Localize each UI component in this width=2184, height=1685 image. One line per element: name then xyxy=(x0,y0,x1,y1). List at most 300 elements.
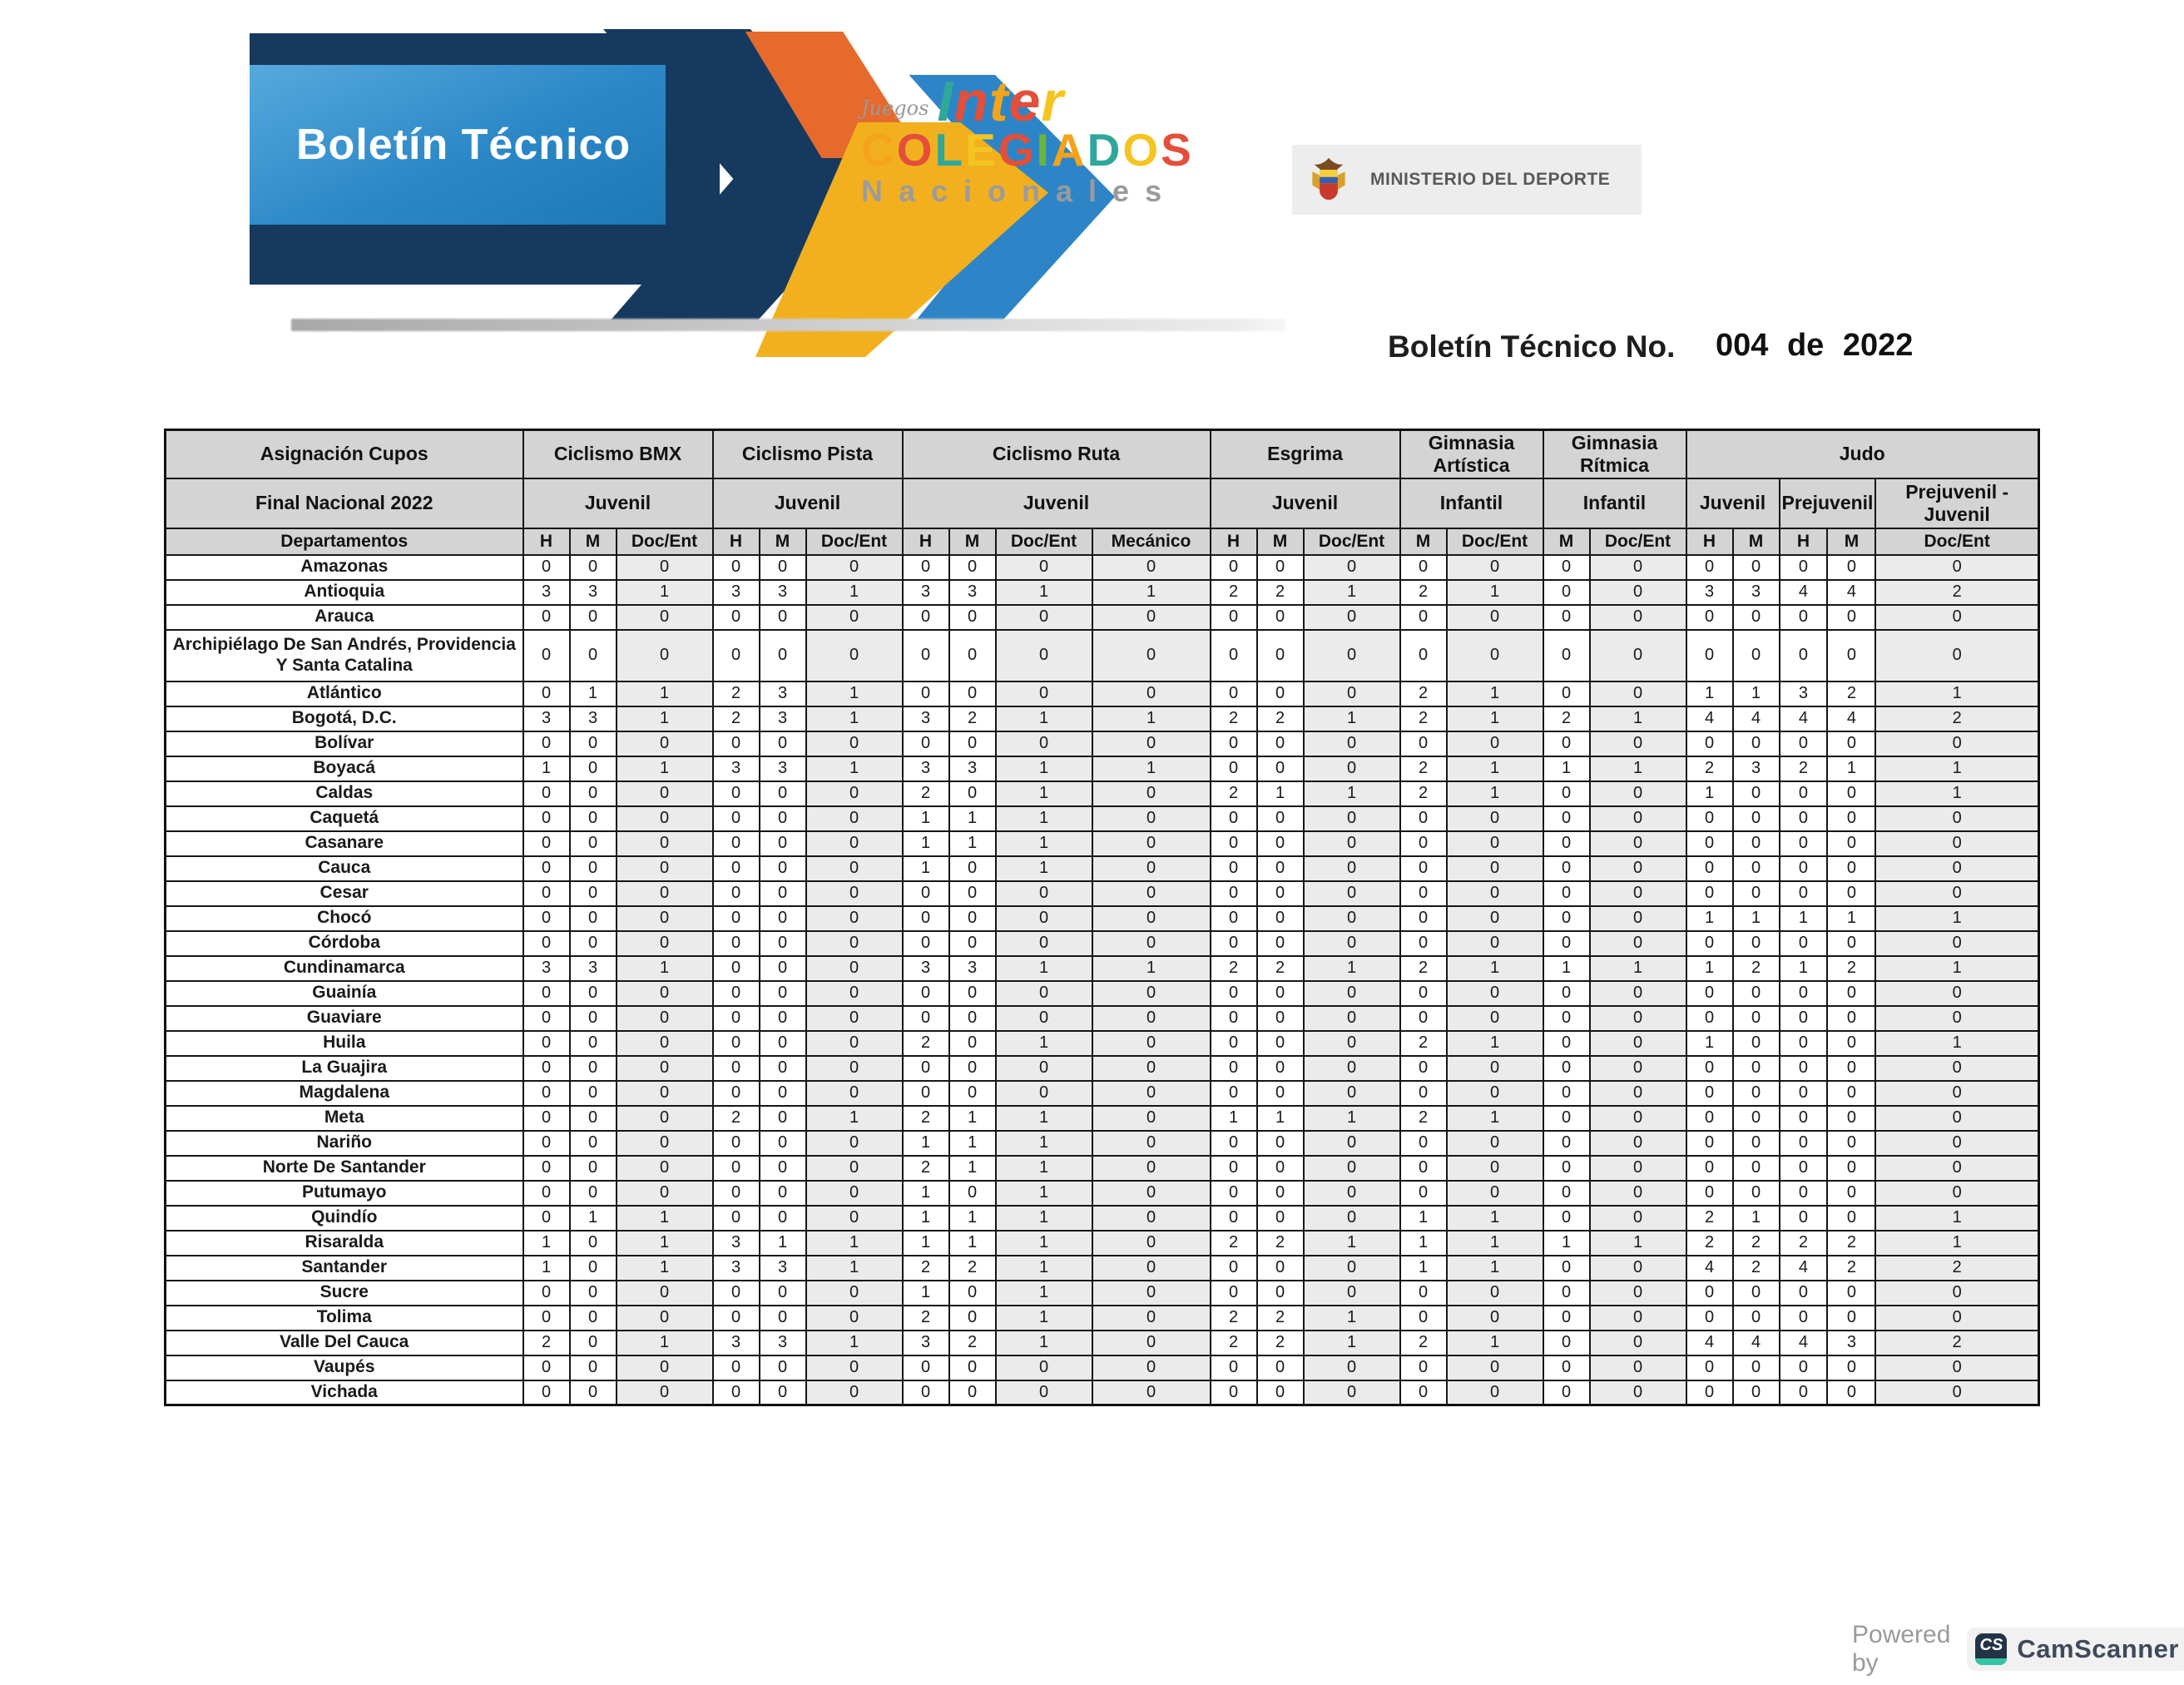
value-cell: 1 xyxy=(996,831,1092,856)
value-cell: 2 xyxy=(1211,580,1257,605)
value-cell: 1 xyxy=(1590,956,1686,981)
value-cell: 0 xyxy=(1543,931,1590,956)
sport-header-cell: Ciclismo Pista xyxy=(713,430,903,478)
value-cell: 0 xyxy=(1733,1131,1780,1156)
value-cell: 0 xyxy=(1733,1281,1780,1306)
value-cell: 0 xyxy=(760,1355,806,1380)
value-cell: 0 xyxy=(1211,1056,1257,1081)
value-cell: 1 xyxy=(1447,756,1543,781)
value-cell: 0 xyxy=(1827,1281,1875,1306)
value-cell: 0 xyxy=(1257,1281,1304,1306)
value-cell: 0 xyxy=(1780,731,1828,756)
value-cell: 1 xyxy=(903,1181,949,1206)
value-cell: 0 xyxy=(1304,1006,1400,1031)
value-cell: 2 xyxy=(713,706,760,731)
value-cell: 0 xyxy=(806,1056,903,1081)
value-cell: 1 xyxy=(1092,580,1211,605)
value-cell: 2 xyxy=(1257,1231,1304,1256)
value-cell: 2 xyxy=(1733,1231,1780,1256)
value-cell: 0 xyxy=(1400,981,1447,1006)
value-cell: 0 xyxy=(523,981,570,1006)
value-cell: 0 xyxy=(1257,881,1304,906)
department-cell: Cundinamarca xyxy=(166,956,523,981)
value-cell: 0 xyxy=(949,906,996,931)
value-cell: 3 xyxy=(903,706,949,731)
value-cell: 0 xyxy=(996,931,1092,956)
value-cell: 0 xyxy=(617,931,713,956)
value-cell: 0 xyxy=(1733,1006,1780,1031)
value-cell: 0 xyxy=(806,1006,903,1031)
value-cell: 0 xyxy=(1875,555,2038,580)
value-cell: 1 xyxy=(1875,1031,2038,1056)
value-cell: 0 xyxy=(713,981,760,1006)
value-cell: 1 xyxy=(1304,1106,1400,1131)
value-cell: 0 xyxy=(1686,1006,1733,1031)
banner-title-box xyxy=(250,65,666,225)
value-cell: 0 xyxy=(1780,1056,1828,1081)
value-cell: 0 xyxy=(806,981,903,1006)
value-cell: 0 xyxy=(1257,681,1304,706)
value-cell: 0 xyxy=(760,1106,806,1131)
value-cell: 2 xyxy=(713,681,760,706)
table-row xyxy=(166,831,2039,856)
value-cell: 0 xyxy=(713,781,760,806)
value-cell: 0 xyxy=(1304,1156,1400,1181)
value-cell: 0 xyxy=(1092,731,1211,756)
column-header-cell: Doc/Ent xyxy=(1590,528,1686,555)
value-cell: 3 xyxy=(570,956,617,981)
value-cell: 0 xyxy=(523,831,570,856)
value-cell: 0 xyxy=(1257,806,1304,831)
value-cell: 0 xyxy=(1543,1081,1590,1106)
department-cell: Risaralda xyxy=(166,1231,523,1256)
value-cell: 1 xyxy=(617,681,713,706)
value-cell: 0 xyxy=(1827,1131,1875,1156)
value-cell: 0 xyxy=(570,1355,617,1380)
value-cell: 0 xyxy=(523,1281,570,1306)
value-cell: 0 xyxy=(806,831,903,856)
value-cell: 1 xyxy=(1447,706,1543,731)
value-cell: 0 xyxy=(1400,1181,1447,1206)
value-cell: 1 xyxy=(806,756,903,781)
value-cell: 0 xyxy=(903,1056,949,1081)
value-cell: 0 xyxy=(1092,1256,1211,1281)
value-cell: 0 xyxy=(996,681,1092,706)
table-row xyxy=(166,1206,2039,1231)
camscanner-badge xyxy=(1967,1628,2184,1671)
department-cell: Boyacá xyxy=(166,756,523,781)
value-cell: 0 xyxy=(617,555,713,580)
value-cell: 0 xyxy=(1211,1206,1257,1231)
value-cell: 4 xyxy=(1780,1256,1828,1281)
table-row xyxy=(166,1231,2039,1256)
value-cell: 1 xyxy=(1875,756,2038,781)
value-cell: 0 xyxy=(713,1031,760,1056)
value-cell: 1 xyxy=(996,781,1092,806)
value-cell: 0 xyxy=(570,1081,617,1106)
department-cell: Archipiélago De San Andrés, Providencia Y Santa Catalina xyxy=(166,630,523,681)
table-header-row-sports xyxy=(166,430,2039,478)
value-cell: 0 xyxy=(1543,580,1590,605)
value-cell: 0 xyxy=(1092,1131,1211,1156)
value-cell: 0 xyxy=(1257,756,1304,781)
value-cell: 0 xyxy=(806,931,903,956)
value-cell: 0 xyxy=(570,1131,617,1156)
value-cell: 2 xyxy=(1827,1256,1875,1281)
logo-nacionales-text: Nacionales xyxy=(861,174,1178,208)
table-row xyxy=(166,931,2039,956)
value-cell: 3 xyxy=(760,756,806,781)
value-cell: 0 xyxy=(1447,806,1543,831)
table-row xyxy=(166,1106,2039,1131)
value-cell: 1 xyxy=(903,831,949,856)
value-cell: 0 xyxy=(1686,931,1733,956)
value-cell: 3 xyxy=(523,706,570,731)
value-cell: 0 xyxy=(1875,1156,2038,1181)
value-cell: 0 xyxy=(760,605,806,630)
value-cell: 0 xyxy=(760,1081,806,1106)
category-header-cell: Infantil xyxy=(1400,478,1543,528)
department-cell: Vaupés xyxy=(166,1355,523,1380)
column-header-cell: Doc/Ent xyxy=(806,528,903,555)
department-cell: Sucre xyxy=(166,1281,523,1306)
column-header-cell: M xyxy=(1733,528,1780,555)
value-cell: 0 xyxy=(713,1006,760,1031)
value-cell: 1 xyxy=(996,1281,1092,1306)
value-cell: 0 xyxy=(713,1156,760,1181)
value-cell: 0 xyxy=(949,1181,996,1206)
value-cell: 0 xyxy=(570,1256,617,1281)
value-cell: 0 xyxy=(1447,856,1543,881)
value-cell: 0 xyxy=(903,906,949,931)
value-cell: 0 xyxy=(1543,981,1590,1006)
value-cell: 0 xyxy=(713,1081,760,1106)
value-cell: 0 xyxy=(1447,831,1543,856)
department-cell: Cesar xyxy=(166,881,523,906)
value-cell: 0 xyxy=(760,806,806,831)
value-cell: 1 xyxy=(1733,1206,1780,1231)
value-cell: 0 xyxy=(570,1106,617,1131)
value-cell: 0 xyxy=(949,630,996,681)
value-cell: 1 xyxy=(806,681,903,706)
column-header-cell: M xyxy=(1400,528,1447,555)
table-row xyxy=(166,580,2039,605)
value-cell: 0 xyxy=(1400,806,1447,831)
value-cell: 2 xyxy=(1875,580,2038,605)
column-header-cell: Doc/Ent xyxy=(1875,528,2038,555)
value-cell: 0 xyxy=(1304,731,1400,756)
value-cell: 0 xyxy=(713,630,760,681)
table-header-row-categories xyxy=(166,478,2039,528)
value-cell: 0 xyxy=(1543,1181,1590,1206)
value-cell: 1 xyxy=(1092,956,1211,981)
value-cell: 0 xyxy=(1686,1131,1733,1156)
value-cell: 0 xyxy=(617,1355,713,1380)
bulletin-number: 004 de 2022 xyxy=(1716,328,1914,363)
value-cell: 0 xyxy=(1092,1056,1211,1081)
value-cell: 0 xyxy=(570,1181,617,1206)
department-cell: Huila xyxy=(166,1031,523,1056)
value-cell: 0 xyxy=(1827,1181,1875,1206)
value-cell: 0 xyxy=(806,630,903,681)
value-cell: 1 xyxy=(1780,956,1828,981)
value-cell: 3 xyxy=(760,681,806,706)
value-cell: 0 xyxy=(1211,806,1257,831)
value-cell: 0 xyxy=(1304,1380,1400,1405)
value-cell: 0 xyxy=(523,555,570,580)
value-cell: 2 xyxy=(903,1031,949,1056)
value-cell: 0 xyxy=(1733,1380,1780,1405)
value-cell: 0 xyxy=(1092,1380,1211,1405)
value-cell: 0 xyxy=(617,806,713,831)
value-cell: 0 xyxy=(1590,681,1686,706)
value-cell: 2 xyxy=(1875,1256,2038,1281)
value-cell: 0 xyxy=(1092,981,1211,1006)
value-cell: 0 xyxy=(1827,856,1875,881)
value-cell: 0 xyxy=(1780,1181,1828,1206)
value-cell: 1 xyxy=(903,1281,949,1306)
value-cell: 1 xyxy=(1590,706,1686,731)
value-cell: 2 xyxy=(1400,580,1447,605)
value-cell: 0 xyxy=(806,1380,903,1405)
value-cell: 4 xyxy=(1827,706,1875,731)
value-cell: 0 xyxy=(1827,781,1875,806)
value-cell: 0 xyxy=(1686,806,1733,831)
value-cell: 0 xyxy=(1447,1081,1543,1106)
value-cell: 2 xyxy=(1400,1331,1447,1355)
value-cell: 0 xyxy=(617,856,713,881)
value-cell: 0 xyxy=(1257,1131,1304,1156)
column-header-cell: M xyxy=(760,528,806,555)
value-cell: 0 xyxy=(1092,831,1211,856)
sport-header-cell: Gimnasia Rítmica xyxy=(1543,430,1686,478)
value-cell: 0 xyxy=(713,906,760,931)
value-cell: 0 xyxy=(1543,681,1590,706)
value-cell: 0 xyxy=(1733,1156,1780,1181)
value-cell: 0 xyxy=(1780,781,1828,806)
value-cell: 0 xyxy=(1543,806,1590,831)
department-cell: Arauca xyxy=(166,605,523,630)
value-cell: 0 xyxy=(523,806,570,831)
value-cell: 0 xyxy=(1447,881,1543,906)
value-cell: 3 xyxy=(903,580,949,605)
column-header-cell: Doc/Ent xyxy=(1447,528,1543,555)
column-header-cell: H xyxy=(713,528,760,555)
department-cell: La Guajira xyxy=(166,1056,523,1081)
value-cell: 0 xyxy=(617,781,713,806)
table-row xyxy=(166,1006,2039,1031)
value-cell: 0 xyxy=(1543,1281,1590,1306)
value-cell: 0 xyxy=(1092,1006,1211,1031)
value-cell: 0 xyxy=(523,931,570,956)
value-cell: 0 xyxy=(1590,1131,1686,1156)
value-cell: 0 xyxy=(1092,1106,1211,1131)
value-cell: 0 xyxy=(996,1380,1092,1405)
value-cell: 0 xyxy=(1257,1181,1304,1206)
value-cell: 0 xyxy=(1827,831,1875,856)
value-cell: 3 xyxy=(903,956,949,981)
department-cell: Atlántico xyxy=(166,681,523,706)
value-cell: 1 xyxy=(1447,681,1543,706)
value-cell: 2 xyxy=(713,1106,760,1131)
value-cell: 0 xyxy=(713,806,760,831)
value-cell: 0 xyxy=(1827,1106,1875,1131)
value-cell: 3 xyxy=(1827,1331,1875,1355)
value-cell: 0 xyxy=(1686,831,1733,856)
value-cell: 1 xyxy=(996,1181,1092,1206)
column-header-cell: Doc/Ent xyxy=(617,528,713,555)
value-cell: 0 xyxy=(617,731,713,756)
value-cell: 1 xyxy=(1092,706,1211,731)
value-cell: 0 xyxy=(1211,1256,1257,1281)
value-cell: 0 xyxy=(903,981,949,1006)
value-cell: 1 xyxy=(1211,1106,1257,1131)
value-cell: 0 xyxy=(1304,756,1400,781)
table-row xyxy=(166,706,2039,731)
value-cell: 4 xyxy=(1780,580,1828,605)
value-cell: 0 xyxy=(1400,1355,1447,1380)
value-cell: 0 xyxy=(523,1031,570,1056)
value-cell: 0 xyxy=(1211,681,1257,706)
value-cell: 0 xyxy=(1686,1181,1733,1206)
value-cell: 0 xyxy=(1400,1006,1447,1031)
value-cell: 0 xyxy=(903,1081,949,1106)
value-cell: 0 xyxy=(1733,981,1780,1006)
value-cell: 0 xyxy=(1780,1306,1828,1331)
value-cell: 0 xyxy=(1304,1081,1400,1106)
value-cell: 2 xyxy=(1733,1256,1780,1281)
value-cell: 0 xyxy=(1733,856,1780,881)
value-cell: 1 xyxy=(1092,756,1211,781)
department-cell: Meta xyxy=(166,1106,523,1131)
value-cell: 1 xyxy=(806,706,903,731)
value-cell: 0 xyxy=(760,1206,806,1231)
value-cell: 2 xyxy=(1875,706,2038,731)
value-cell: 0 xyxy=(1092,1156,1211,1181)
value-cell: 0 xyxy=(1257,1355,1304,1380)
value-cell: 1 xyxy=(1827,906,1875,931)
value-cell: 0 xyxy=(1447,605,1543,630)
value-cell: 1 xyxy=(903,1131,949,1156)
value-cell: 0 xyxy=(1543,605,1590,630)
value-cell: 0 xyxy=(1257,630,1304,681)
value-cell: 0 xyxy=(903,1380,949,1405)
value-cell: 2 xyxy=(1211,1331,1257,1355)
value-cell: 0 xyxy=(1780,1206,1828,1231)
department-cell: Quindío xyxy=(166,1206,523,1231)
value-cell: 0 xyxy=(523,630,570,681)
value-cell: 0 xyxy=(996,605,1092,630)
value-cell: 1 xyxy=(996,756,1092,781)
value-cell: 0 xyxy=(1211,831,1257,856)
value-cell: 0 xyxy=(1211,1281,1257,1306)
value-cell: 0 xyxy=(1257,856,1304,881)
value-cell: 0 xyxy=(1733,931,1780,956)
category-header-cell: Juvenil xyxy=(1211,478,1400,528)
value-cell: 1 xyxy=(996,1031,1092,1056)
value-cell: 0 xyxy=(1686,856,1733,881)
value-cell: 0 xyxy=(1304,1355,1400,1380)
value-cell: 0 xyxy=(1590,931,1686,956)
value-cell: 0 xyxy=(523,881,570,906)
value-cell: 0 xyxy=(1211,906,1257,931)
value-cell: 3 xyxy=(760,1331,806,1355)
value-cell: 0 xyxy=(713,1355,760,1380)
value-cell: 0 xyxy=(617,1081,713,1106)
value-cell: 0 xyxy=(1780,605,1828,630)
value-cell: 1 xyxy=(996,956,1092,981)
column-header-cell: Doc/Ent xyxy=(1304,528,1400,555)
value-cell: 1 xyxy=(903,1206,949,1231)
value-cell: 0 xyxy=(1257,1206,1304,1231)
value-cell: 3 xyxy=(760,1256,806,1281)
value-cell: 0 xyxy=(1590,1181,1686,1206)
value-cell: 0 xyxy=(1092,1306,1211,1331)
value-cell: 0 xyxy=(1400,1081,1447,1106)
value-cell: 0 xyxy=(1092,931,1211,956)
value-cell: 0 xyxy=(1400,1306,1447,1331)
value-cell: 0 xyxy=(617,1181,713,1206)
value-cell: 0 xyxy=(1590,831,1686,856)
value-cell: 0 xyxy=(996,1056,1092,1081)
value-cell: 4 xyxy=(1733,706,1780,731)
value-cell: 0 xyxy=(1780,1156,1828,1181)
colombia-coat-of-arms-icon xyxy=(1309,156,1349,203)
value-cell: 0 xyxy=(949,1081,996,1106)
value-cell: 0 xyxy=(1590,1031,1686,1056)
value-cell: 0 xyxy=(1400,1156,1447,1181)
value-cell: 2 xyxy=(949,706,996,731)
value-cell: 0 xyxy=(1780,981,1828,1006)
value-cell: 0 xyxy=(1400,1056,1447,1081)
value-cell: 0 xyxy=(949,1380,996,1405)
value-cell: 0 xyxy=(1827,1380,1875,1405)
column-header-cell: H xyxy=(1211,528,1257,555)
value-cell: 0 xyxy=(996,1355,1092,1380)
value-cell: 0 xyxy=(523,605,570,630)
value-cell: 0 xyxy=(949,781,996,806)
column-header-cell: M xyxy=(1257,528,1304,555)
value-cell: 0 xyxy=(1875,630,2038,681)
value-cell: 0 xyxy=(806,856,903,881)
value-cell: 0 xyxy=(760,1181,806,1206)
ministry-label: MINISTERIO DEL DEPORTE xyxy=(1370,170,1611,189)
value-cell: 1 xyxy=(1686,781,1733,806)
value-cell: 1 xyxy=(996,1106,1092,1131)
value-cell: 0 xyxy=(1733,1181,1780,1206)
value-cell: 0 xyxy=(1447,731,1543,756)
department-cell: Guainía xyxy=(166,981,523,1006)
table-row xyxy=(166,906,2039,931)
value-cell: 0 xyxy=(1780,1281,1828,1306)
department-cell: Bogotá, D.C. xyxy=(166,706,523,731)
value-cell: 1 xyxy=(570,1206,617,1231)
value-cell: 3 xyxy=(713,1331,760,1355)
value-cell: 1 xyxy=(1543,756,1590,781)
value-cell: 0 xyxy=(1590,605,1686,630)
value-cell: 0 xyxy=(1304,1031,1400,1056)
value-cell: 3 xyxy=(760,580,806,605)
value-cell: 0 xyxy=(1733,1306,1780,1331)
value-cell: 0 xyxy=(1211,1031,1257,1056)
value-cell: 1 xyxy=(1780,906,1828,931)
value-cell: 0 xyxy=(713,1281,760,1306)
table-row xyxy=(166,1331,2039,1355)
value-cell: 0 xyxy=(949,731,996,756)
value-cell: 0 xyxy=(617,981,713,1006)
value-cell: 0 xyxy=(523,781,570,806)
column-header-cell: M xyxy=(570,528,617,555)
